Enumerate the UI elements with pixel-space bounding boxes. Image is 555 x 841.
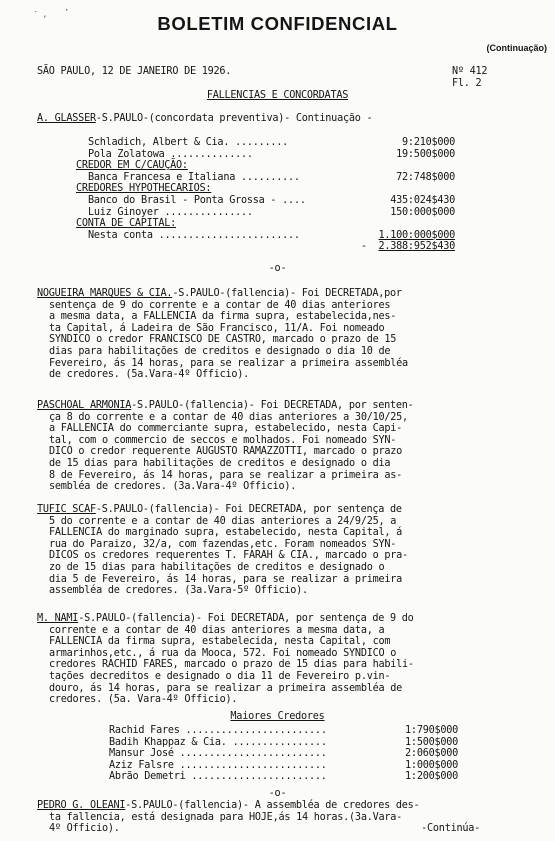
entry-name: M. NAMI	[37, 613, 79, 624]
maiores-title: Maiores Credores	[230, 711, 325, 722]
entry-line: dias para habilitações de creditos e designado o dia 10 de	[49, 345, 391, 357]
entry-line: DICO o credor requerente AUGUSTO RAMAZZOTTI, marcado o prazo	[49, 446, 403, 458]
entry-line: Fevereiro, ás 14 horas, para se realizar a primeira assembléa	[49, 357, 408, 369]
entry-line: de 15 dias para habilitações de creditos e designado o dia	[49, 457, 391, 469]
creditor-row	[88, 137, 455, 149]
entry-line: assembléa de credores. (3a.Vara-5º Officio).	[49, 585, 308, 597]
bulletin-title: BOLETIM CONFIDENCIAL	[157, 13, 398, 34]
creditor-name: Banca Francesa e Italiana	[88, 171, 236, 183]
list-item	[109, 748, 458, 760]
separator: -o-	[268, 788, 287, 799]
creditor-amount: 19:500$000	[396, 148, 455, 160]
total-row	[88, 241, 455, 253]
creditor-amount: 9:210$000	[402, 137, 455, 148]
leader-dots: ..............	[170, 148, 253, 160]
creditor-amount: 150:000$000	[390, 206, 455, 218]
entry-line: FALLENCIA do marginado supra, estabelecido, nesta Capital, á	[49, 527, 403, 539]
creditor-name: Rachid Fares	[109, 725, 180, 736]
entry-line: credores. (5a. Vara-4º Officio).	[49, 694, 238, 706]
entry-line: armarinhos,etc., á rua da Mooca, 572. Foi nomeado SYNDICO o	[49, 647, 397, 659]
entry-line: DICOS os credores requerentes T. FARAH & CIA., marcado o pra-	[49, 550, 408, 562]
total-amount: 2.388:952$430	[378, 241, 455, 253]
creditor-amount: 1:500$000	[405, 736, 458, 748]
entry-line: -S.PAULO-(fallencia)- Foi DECRETADA, por senten-	[131, 400, 414, 411]
creditor-name: Schladich, Albert & Cia.	[88, 137, 230, 148]
entry-line: a mesma data, a FALLENCIA da firma supra, estabelecida,nes-	[49, 311, 397, 323]
leader-dots: ..........	[240, 171, 300, 183]
entry-name: PEDRO G. OLEANI	[37, 800, 126, 811]
creditor-amount: 435:024$430	[390, 194, 455, 206]
leader-dots: .........................	[179, 748, 327, 760]
entry-line: sembléa de credores. (3a.Vara-4º Officio).	[49, 481, 297, 493]
list-item	[109, 737, 458, 749]
scan-speck: ˙ ⸴	[33, 11, 47, 21]
entry-line: dia 5 de Fevereiro, ás 14 horas, para se realizar a primeira	[49, 573, 403, 585]
creditor-amount: 1.100:000$000	[378, 229, 455, 241]
list-item	[109, 771, 458, 783]
entry-name: TUFIC SCAF	[37, 504, 96, 515]
entry-line: -S.PAULO-(fallencia)- Foi DECRETADA,por	[172, 288, 402, 299]
hypo-label: CREDORES HYPOTHECARIOS:	[76, 183, 212, 195]
leader-dots: ........................	[158, 229, 300, 241]
creditor-amount: 72:748$000	[396, 171, 455, 183]
entry-line: tações decreditos e designado o dia 11 de Fevereiro p.vin-	[49, 670, 391, 682]
total-prefix: -	[360, 241, 367, 253]
entry-line: 5 do corrente e a contar de 40 dias anteriores a 24/9/25, a	[49, 515, 397, 527]
entry-line: SYNDICO o credor FRANCISCO DE CASTRO, marcado o prazo de 15	[49, 334, 397, 346]
entry-line: -S.PAULO-(fallencia)- A assembléa de credores des-	[125, 800, 420, 811]
list-item	[109, 725, 458, 737]
creditor-name: Aziz Falsre	[109, 759, 174, 771]
leader-dots: ....	[282, 194, 306, 206]
creditor-amount: 1:000$000	[405, 759, 458, 771]
entry-line: rua do Paraizo, 32/a, com fazendas,etc. Foram nomeados SYN-	[49, 538, 397, 550]
continua-label: -Continúa-	[421, 823, 480, 835]
glasser-creditors	[76, 137, 455, 253]
leader-dots: ...............	[164, 206, 253, 218]
entry-line: zo de 15 dias para habilitações de creditos e designado o	[49, 561, 385, 573]
caucao-label: CREDOR EM C/CAUÇÃO:	[76, 160, 188, 172]
capital-label: CONTA DE CAPITAL:	[76, 218, 177, 230]
creditor-row	[88, 207, 455, 219]
creditor-row	[88, 149, 455, 161]
entry-line: credores RACHID FARES, marcado o prazo de 15 dias para habili-	[49, 659, 414, 671]
entry-line: douro, ás 14 horas, para se realizar a primeira assembléa de	[49, 682, 403, 694]
creditor-row	[88, 230, 455, 242]
entry-last-row	[37, 823, 542, 835]
entry-line: 4º Officio).	[49, 823, 120, 835]
entry-line: ça 8 do corrente e a contar de 40 dias anteriores a 30/10/25,	[49, 411, 408, 423]
entry-line: corrente e a contar de 40 dias anteriores a mesma data, a	[49, 624, 385, 636]
entry-line: sentença de 9 do corrente e a contar de 40 dias anteriores	[49, 299, 391, 311]
heading-rest: -S.PAULO-(concordata preventiva)- Continuação -	[95, 113, 373, 124]
entry-oleani	[37, 800, 542, 835]
creditor-name: Banco do Brasil - Ponta Grossa -	[88, 194, 277, 206]
leader-dots: .........	[235, 137, 289, 148]
creditor-amount: 2:060$000	[405, 748, 458, 760]
entry-nami	[37, 613, 542, 706]
creditor-row	[88, 195, 455, 207]
creditor-name: Nesta conta	[88, 229, 153, 241]
continuation-label: (Continuação)	[486, 43, 547, 53]
entry-name: PASCHOAL ARMONIA	[37, 400, 132, 411]
entry-line: FALLENCIA da firma supra, estabelecida, nesta Capital, com	[49, 636, 391, 648]
scan-speck: ·	[64, 6, 70, 16]
entry-name: NOGUEIRA MARQUES & CIA.	[37, 288, 173, 299]
list-item	[109, 760, 458, 772]
separator: -o-	[268, 263, 287, 274]
creditor-name: Pola Zolatowa	[88, 148, 165, 160]
entry-line: de credores. (5a.Vara-4º Officio).	[49, 369, 250, 381]
leader-dots: .......................	[191, 771, 327, 783]
entry-tufic	[37, 504, 542, 597]
maiores-list	[109, 725, 458, 783]
entry-line: a FALLENCIA do commerciante supra, estabelecido, nesta Capi-	[49, 423, 403, 435]
place-date: SÃO PAULO, 12 DE JANEIRO DE 1926.	[37, 66, 232, 77]
section-title: FALLENCIAS E CONCORDATAS	[206, 90, 349, 101]
entry-paschoal	[37, 400, 542, 493]
leader-dots: .........................	[179, 759, 327, 771]
entry-line: 8 de Fevereiro, ás 14 horas, para se realizar a primeira as-	[49, 469, 403, 481]
sheet-number: Fl. 2	[452, 78, 482, 89]
entry-nogueira	[37, 288, 542, 381]
issue-number: Nº 412	[452, 66, 488, 77]
entry-line: ta Capital, á Ladeira de São Francisco, 11/A. Foi nomeado	[49, 322, 385, 334]
creditor-amount: 1:200$000	[405, 771, 458, 783]
entry-line: -S.PAULO-(fallencia)- Foi DECRETADA, por sentença de 9 do	[78, 613, 414, 624]
leader-dots: ........................	[185, 725, 327, 736]
creditor-name: Mansur José	[109, 748, 174, 760]
entry-line: tal, com o commercio de seccos e molhados. Foi nomeado SYN-	[49, 434, 397, 446]
glasser-heading	[37, 113, 372, 125]
creditor-name: Badih Khappaz & Cia.	[109, 736, 227, 748]
entry-line: -S.PAULO-(fallencia)- Foi DECRETADA, por sentença de	[95, 504, 402, 515]
creditor-name: Luiz Ginoyer	[88, 206, 159, 218]
entry-line: ta fallencia, está designada para HOJE,ás 14 horas.(3a.Vara-	[49, 811, 403, 823]
creditor-name: Abrão Demetri	[109, 771, 186, 783]
company-name: A. GLASSER	[37, 113, 96, 124]
creditor-row	[88, 172, 455, 184]
leader-dots: ................	[232, 736, 327, 748]
creditor-amount: 1:790$000	[405, 725, 458, 736]
